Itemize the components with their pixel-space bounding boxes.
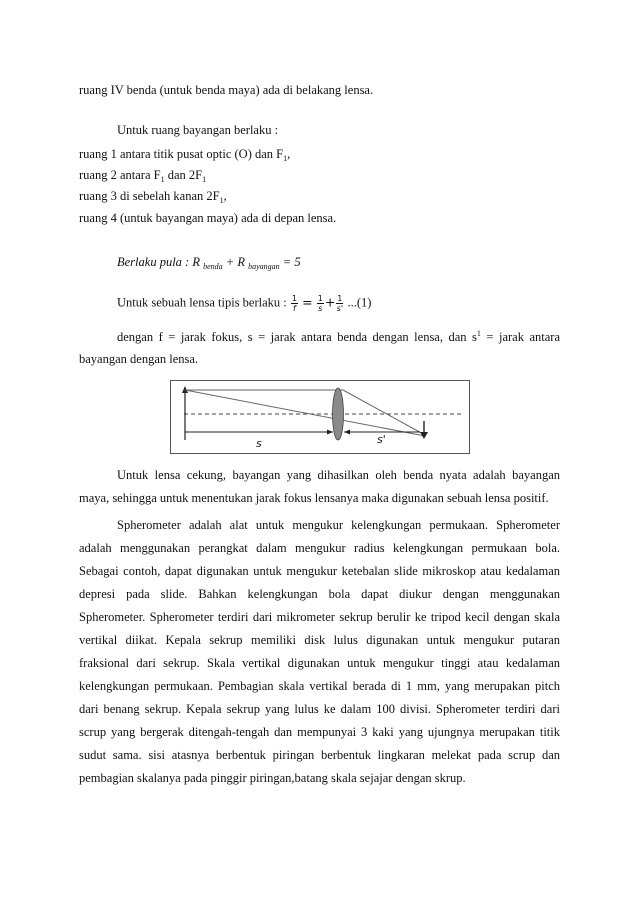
text-line <box>117 468 560 483</box>
text: Untuk sebuah lensa tipis berlaku : <box>117 295 290 310</box>
label-s-prime: s' <box>377 433 386 446</box>
subscript: 1 <box>219 196 224 205</box>
equals-sign: = <box>302 294 313 310</box>
text: adalah menggunakan perangkat dalam mengukur radius kelengkungan permukaan bola. <box>79 541 560 555</box>
fraction-1-s <box>317 294 324 313</box>
text: dari benang sekrup. Kepala sekrup yang lulus ke dalam 100 divisi. Spherometer terdiri dari <box>79 702 560 716</box>
text-line <box>79 211 336 226</box>
text-line <box>79 679 560 694</box>
text-line <box>79 771 466 786</box>
text: , <box>287 147 291 161</box>
text-line <box>79 352 198 367</box>
text-line <box>79 610 560 625</box>
text: maya, sehingga untuk menentukan jarak fokus lensanya maka digunakan sebuah lensa positif. <box>79 491 549 505</box>
text: ruang IV benda (untuk benda maya) ada di belakang lensa. <box>79 83 374 97</box>
denominator: s <box>318 304 323 313</box>
subscript: bayangan <box>248 262 280 271</box>
denominator: s' <box>336 304 344 313</box>
text: depresi pada slide. Bahkan kelengkungan bola dapat diukur dengan menggunakan <box>79 587 560 601</box>
text: ruang 2 antara F <box>79 168 161 182</box>
text: dan 2F <box>164 168 203 182</box>
text: ruang 4 (untuk bayangan maya) ada di depan lensa. <box>79 211 337 225</box>
fraction-1-s-prime <box>336 294 343 313</box>
text-line <box>79 633 560 648</box>
label-s: s <box>256 437 262 450</box>
fraction-1-f <box>291 294 298 313</box>
text-line <box>117 329 560 345</box>
equation-number: ...(1) <box>344 295 372 310</box>
text-line <box>79 83 373 98</box>
superscript: 1 <box>476 329 481 338</box>
subscript: 1 <box>283 154 288 163</box>
text: Berlaku pula : R <box>117 255 204 269</box>
text: Untuk ruang bayangan berlaku : <box>117 123 279 137</box>
text: pembagian skalanya pada pinggir piringan,batang skala sejajar dengan skrup. <box>79 771 466 785</box>
text-line <box>79 189 227 205</box>
text: fraksional dari sekrup. Skala vertikal digunakan untuk mengukur tinggi atau kedalaman <box>79 656 560 670</box>
text: scrup yang bergerak ditengah-tengah dan mempunyai 3 kaki yang ujungnya merupakan titik <box>79 725 560 739</box>
text: ruang 1 antara titik pusat optic (O) dan F <box>79 147 284 161</box>
text: = jarak antara <box>480 330 561 344</box>
text-line <box>117 518 560 533</box>
text-line <box>79 702 560 717</box>
text-line <box>79 147 290 163</box>
text: Spherometer adalah alat untuk mengukur kelengkungan permukaan. Spherometer <box>117 518 560 532</box>
subscript: 1 <box>202 175 207 184</box>
text: Spherometer. Spherometer terdiri dari mikrometer sekrup berulir ke tripod kecil dengan skala <box>79 610 560 624</box>
formula-lens <box>117 294 371 313</box>
denominator: f <box>293 304 296 313</box>
numerator: 1 <box>317 294 323 303</box>
text: , <box>223 189 227 203</box>
text: bayangan dengan lensa. <box>79 352 199 366</box>
text-line <box>117 123 278 138</box>
text-line <box>79 491 549 506</box>
text-line <box>79 725 560 740</box>
text-line <box>79 587 560 602</box>
text: dengan f = jarak fokus, s = jarak antara benda dengan lensa, dan s <box>117 330 477 344</box>
text-line <box>79 656 560 671</box>
formula-sum <box>117 255 301 271</box>
text: ruang 3 di sebelah kanan 2F <box>79 189 220 203</box>
subscript: benda <box>203 262 223 271</box>
diagram-frame <box>171 381 470 454</box>
convex-lens <box>333 388 344 440</box>
text: Sebagai contoh, dapat digunakan untuk mengukur ketebalan slide mikroskop atau kedalaman <box>79 564 560 578</box>
text: + R <box>222 255 249 269</box>
plus-sign: + <box>324 294 336 310</box>
text: = 5 <box>279 255 301 269</box>
numerator: 1 <box>337 294 343 303</box>
lens-ray-diagram <box>170 380 470 454</box>
text-line <box>79 168 206 184</box>
text-line <box>79 748 560 763</box>
subscript: 1 <box>160 175 165 184</box>
text: Untuk lensa cekung, bayangan yang dihasilkan oleh benda nyata adalah bayangan <box>117 468 560 482</box>
text-line <box>79 564 560 579</box>
text: sudut sama. sisi atasnya berbentuk piringan berbentuk lingkaran melekat pada scrup dan <box>79 748 560 762</box>
text-line <box>79 541 560 556</box>
text: vertikal diikat. Kepala sekrup memiliki disk lulus digunakan untuk mengukur putaran <box>79 633 560 647</box>
numerator: 1 <box>291 294 297 303</box>
text: kelengkungan permukaan. Pembagian skala vertikal berada di 1 mm, yang merupakan pitch <box>79 679 560 693</box>
